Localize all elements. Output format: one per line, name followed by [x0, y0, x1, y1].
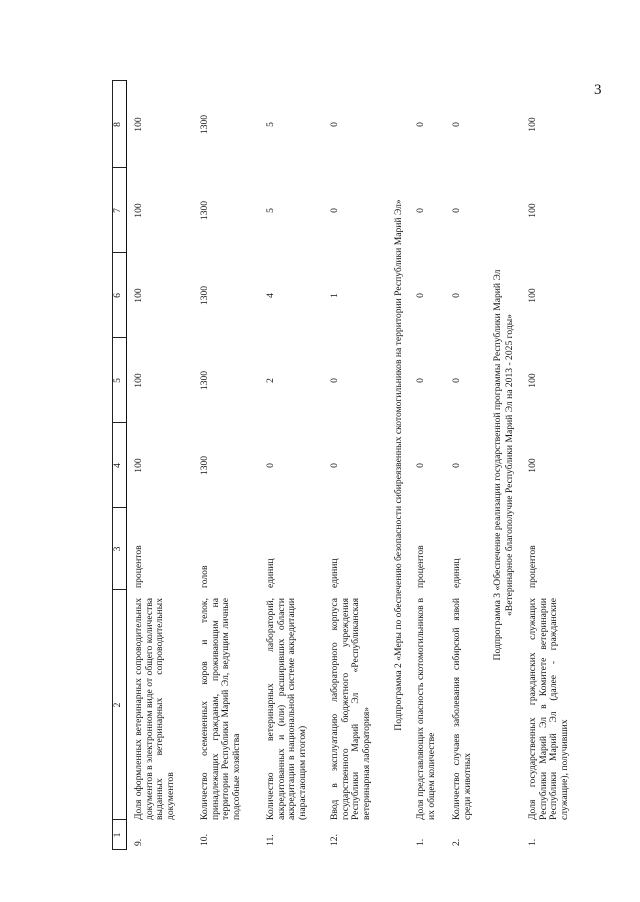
row-number: 11.	[265, 834, 276, 846]
header-col-5: 5	[112, 378, 123, 383]
row-number: 2.	[451, 838, 462, 846]
row-value-col6: 100	[527, 288, 538, 303]
header-col-3: 3	[112, 546, 123, 552]
row-value-col8: 1300	[199, 114, 210, 135]
header-col-8: 8	[112, 122, 123, 127]
row-unit: единиц	[451, 558, 462, 588]
row-value-col7: 100	[527, 203, 538, 218]
row-value-col6: 1	[329, 293, 340, 298]
row-value-col6: 100	[133, 288, 144, 303]
rotated-table	[112, 80, 624, 850]
header-col-1: 1	[112, 832, 123, 838]
header-bottom-border	[126, 80, 127, 850]
row-number: 1.	[527, 838, 538, 846]
header-col-4: 4	[112, 463, 123, 468]
row-value-col5: 2	[265, 378, 276, 383]
row-value-col4: 0	[451, 463, 462, 468]
row-value-col4: 1300	[199, 455, 210, 476]
row-value-col4: 0	[415, 463, 426, 468]
row-value-col4: 0	[329, 463, 340, 468]
row-value-col4: 100	[133, 458, 144, 473]
row-value-col5: 0	[451, 378, 462, 383]
row-unit: процентов	[415, 545, 426, 588]
header-col-7: 7	[112, 208, 123, 213]
row-unit: единиц	[329, 558, 340, 588]
row-unit: процентов	[527, 545, 538, 588]
row-value-col5: 100	[527, 373, 538, 388]
row-value-col5: 100	[133, 373, 144, 388]
row-unit: процентов	[133, 545, 144, 588]
page-number: 3	[594, 82, 602, 98]
row-value-col5: 0	[329, 378, 340, 383]
row-value-col6: 1300	[199, 285, 210, 306]
row-description: Доля оформленных ветеринарных сопроводительных документов в электронном виде от общего количества выданных ветеринарных сопроводительных документов	[133, 598, 177, 820]
row-value-col6: 0	[451, 293, 462, 298]
row-unit: голов	[199, 565, 210, 588]
row-description: Доля представляющих опасность скотомогильников в их общем количестве	[415, 598, 437, 820]
row-value-col8: 0	[415, 122, 426, 127]
row-value-col5: 1300	[199, 370, 210, 391]
row-value-col7: 5	[265, 208, 276, 213]
row-value-col6: 0	[415, 293, 426, 298]
row-number: 10.	[199, 834, 210, 846]
row-value-col8: 100	[527, 117, 538, 132]
subprogram-2-title: Подпрограмма 2 «Меры по обеспечению безопасности сибиреязвенных скотомогильников на территории Республики Марий Эл»	[393, 199, 404, 731]
row-value-col8: 0	[329, 122, 340, 127]
row-value-col7: 1300	[199, 200, 210, 221]
subprogram-3-title-line-1: Подпрограмма 3 «Обеспечение реализации государственной программы Республики Марий Эл	[492, 269, 503, 661]
row-unit: единиц	[265, 558, 276, 588]
row-number: 12.	[329, 834, 340, 846]
row-value-col8: 0	[451, 122, 462, 127]
row-description: Количество осемененных коров и телок, принадлежащих гражданам, проживающим на территории Республики Марий Эл, ведущим личные подсобные хозяйства	[199, 598, 243, 820]
row-description: Ввод в эксплуатацию лабораторного корпуса государственного бюджетного учреждения Республики Марий Эл «Республиканская ветеринарная лаборатория»	[329, 598, 373, 820]
row-value-col8: 5	[265, 122, 276, 127]
subprogram-3-title-line-2: «Ветеринарное благополучие Республики Марий Эл на 2013 - 2025 годы»	[504, 314, 515, 616]
row-value-col4: 100	[527, 458, 538, 473]
row-number: 9.	[133, 838, 144, 846]
row-value-col7: 0	[415, 208, 426, 213]
row-number: 1.	[415, 838, 426, 846]
row-description: Количество случаев заболевания сибирской язвой среди животных	[451, 598, 473, 820]
header-col-6: 6	[112, 293, 123, 298]
header-col-2: 2	[112, 702, 123, 708]
row-value-col7: 0	[451, 208, 462, 213]
row-description: Количество ветеринарных лабораторий, аккредитованных и (или) расширивших области аккредитации в национальной системе аккредитации (нарастающим итогом)	[265, 598, 309, 820]
row-description: Доля государственных гражданских служащих Республики Марий Эл в Комитете ветеринарии Республики Марий Эл (далее - гражданские служащие), получивших	[527, 598, 571, 820]
row-value-col7: 0	[329, 208, 340, 213]
row-value-col6: 4	[265, 293, 276, 298]
row-value-col4: 0	[265, 463, 276, 468]
row-value-col7: 100	[133, 203, 144, 218]
row-value-col8: 100	[133, 117, 144, 132]
row-value-col5: 0	[415, 378, 426, 383]
